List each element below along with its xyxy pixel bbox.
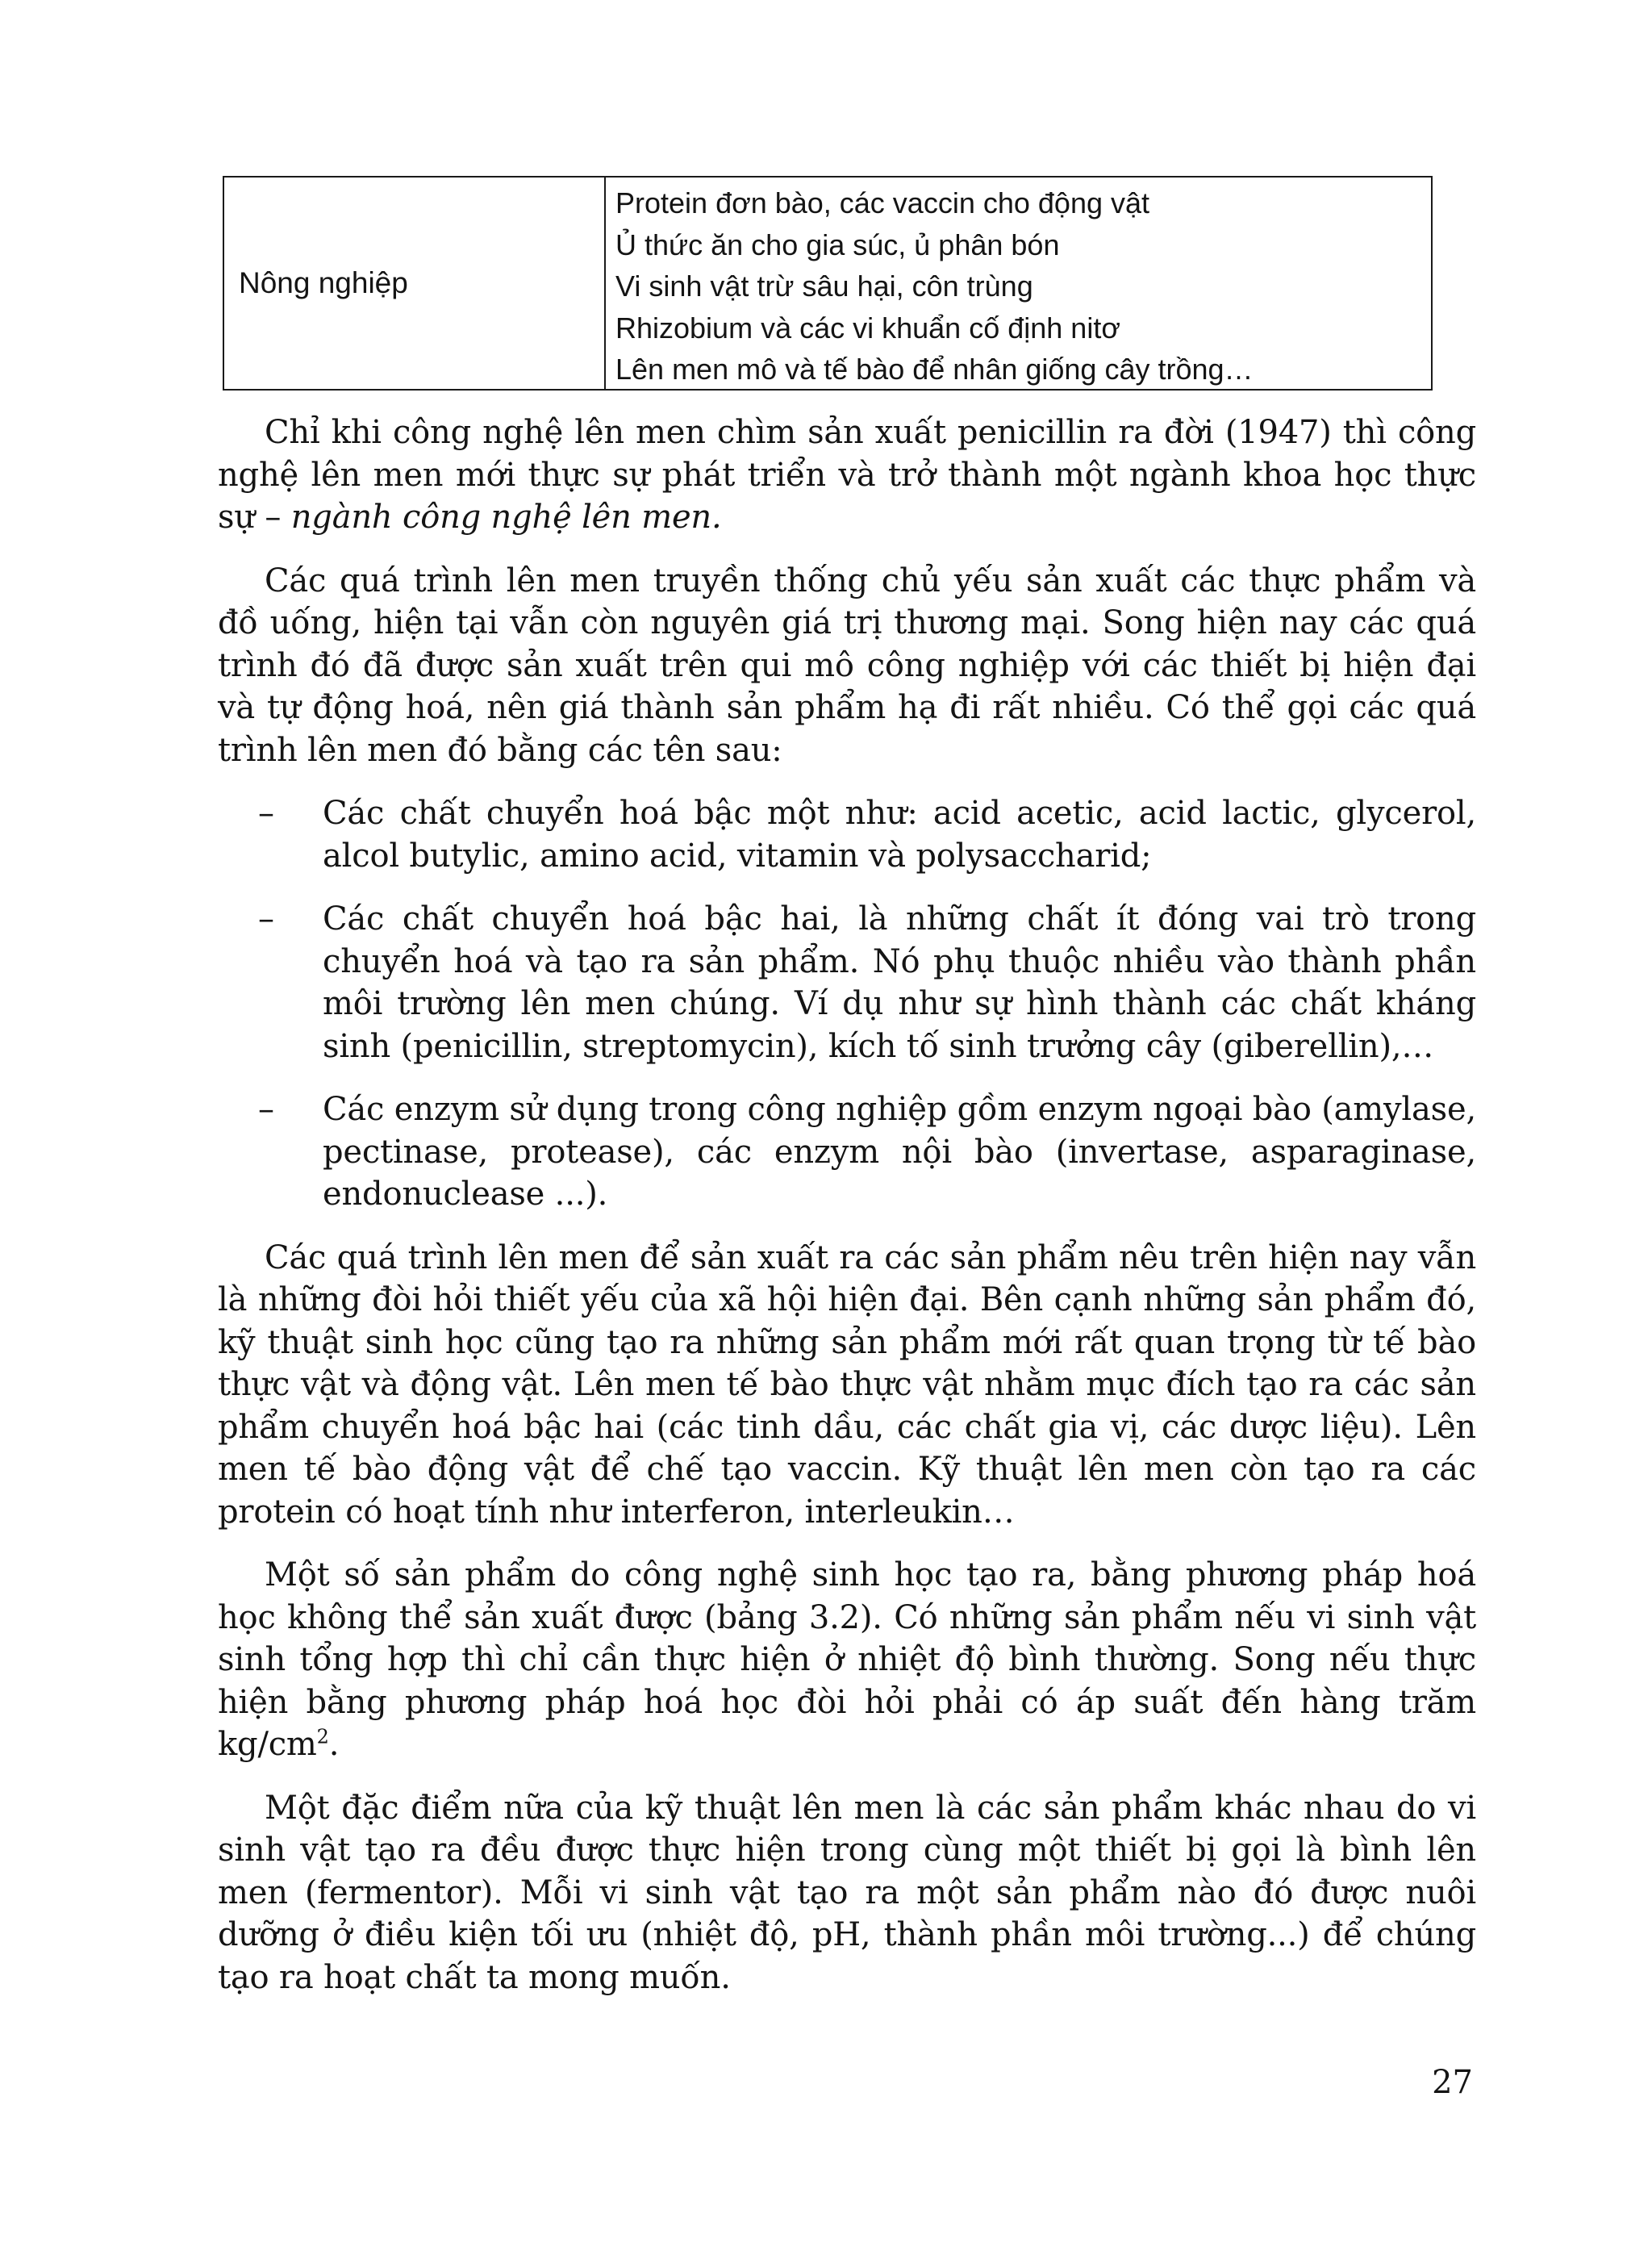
table-item: Vi sinh vật trừ sâu hại, côn trùng bbox=[615, 269, 1033, 303]
paragraph-4-text: Một số sản phẩm do công nghệ sinh học tạo ra, bằng phương pháp hoá học không thể sản xuất được (bảng 3.2). Có những sản phẩm nếu vi sinh vật sinh tổng hợp thì chỉ cần thực hiện ở nhiệt độ bình thường. Song nếu thực hiện bằng phương pháp hoá học đòi hỏi phải có áp suất đến hàng trăm kg/cm bbox=[218, 1556, 1476, 1763]
paragraph-4 bbox=[218, 1554, 1476, 1766]
table-category-cell bbox=[224, 178, 606, 389]
table-items-cell bbox=[606, 178, 1431, 389]
list-dash: – bbox=[258, 795, 274, 832]
paragraph-1 bbox=[218, 411, 1476, 539]
table-item: Ủ thức ăn cho gia súc, ủ phân bón bbox=[615, 228, 1060, 261]
table-item: Lên men mô và tế bào để nhân giống cây trồng… bbox=[615, 353, 1254, 386]
list-item-text: Các enzym sử dụng trong công nghiệp gồm enzym ngoại bào (amylase, pectinase, protease), các enzym nội bào (invertase, asparaginase, endonuclease ...). bbox=[323, 1091, 1476, 1213]
table-category-label: Nông nghiệp bbox=[239, 266, 408, 299]
table-item: Protein đơn bào, các vaccin cho động vật bbox=[615, 186, 1150, 219]
superscript-2: 2 bbox=[316, 1725, 329, 1748]
list-item-text: Các chất chuyển hoá bậc hai, là những chất ít đóng vai trò trong chuyển hoá và tạo ra sản phẩm. Nó phụ thuộc nhiều vào thành phần môi trường lên men chúng. Ví dụ như sự hình thành các chất kháng sinh (penicillin, streptomycin), kích tố sinh trưởng cây (giberellin),… bbox=[323, 900, 1476, 1065]
paragraph-3: Các quá trình lên men để sản xuất ra các sản phẩm nêu trên hiện nay vẫn là những đòi hỏi thiết yếu của xã hội hiện đại. Bên cạnh những sản phẩm đó, kỹ thuật sinh học cũng tạo ra những sản phẩm mới rất quan trọng từ tế bào thực vật và động vật. Lên men tế bào thực vật nhằm mục đích tạo ra các sản phẩm chuyển hoá bậc hai (các tinh dầu, các chất gia vị, các dược liệu). Lên men tế bào động vật để chế tạo vaccin. Kỹ thuật lên men còn tạo ra các protein có hoạt tính như interferon, interleukin… bbox=[218, 1239, 1476, 1531]
paragraph-1-text: Chỉ khi công nghệ lên men chìm sản xuất penicillin ra đời (1947) thì công nghệ lên men mới thực sự phát triển và trở thành một ngành khoa học thực sự – bbox=[218, 414, 1476, 536]
page-number: 27 bbox=[1432, 2064, 1473, 2101]
list-item-text: Các chất chuyển hoá bậc một như: acid acetic, acid lactic, glycerol, alcol butylic, amino acid, vitamin và polysaccharid; bbox=[323, 795, 1476, 875]
paragraph-2: Các quá trình lên men truyền thống chủ yếu sản xuất các thực phẩm và đồ uống, hiện tại vẫn còn nguyên giá trị thương mại. Song hiện nay các quá trình đó đã được sản xuất trên qui mô công nghiệp với các thiết bị hiện đại và tự động hoá, nên giá thành sản phẩm hạ đi rất nhiều. Có thể gọi các quá trình lên men đó bằng các tên sau: bbox=[218, 562, 1476, 769]
list-item bbox=[218, 1088, 1476, 1216]
applications-table bbox=[223, 176, 1433, 391]
list-dash: – bbox=[258, 900, 274, 938]
list-item bbox=[218, 792, 1476, 877]
list-item bbox=[218, 898, 1476, 1067]
list-dash: – bbox=[258, 1091, 274, 1128]
paragraph-1-italic: ngành công nghệ lên men. bbox=[290, 499, 722, 536]
fermentation-product-list bbox=[218, 792, 1476, 1216]
paragraph-4-end: . bbox=[328, 1726, 340, 1763]
table-item: Rhizobium và các vi khuẩn cố định nitơ bbox=[615, 311, 1120, 345]
body-text bbox=[218, 411, 1476, 1999]
paragraph-5: Một đặc điểm nữa của kỹ thuật lên men là các sản phẩm khác nhau do vi sinh vật tạo ra đều được thực hiện trong cùng một thiết bị gọi là bình lên men (fermentor). Mỗi vi sinh vật tạo ra một sản phẩm nào đó được nuôi dưỡng ở điều kiện tối ưu (nhiệt độ, pH, thành phần môi trường...) để chúng tạo ra hoạt chất ta mong muốn. bbox=[218, 1789, 1476, 1996]
